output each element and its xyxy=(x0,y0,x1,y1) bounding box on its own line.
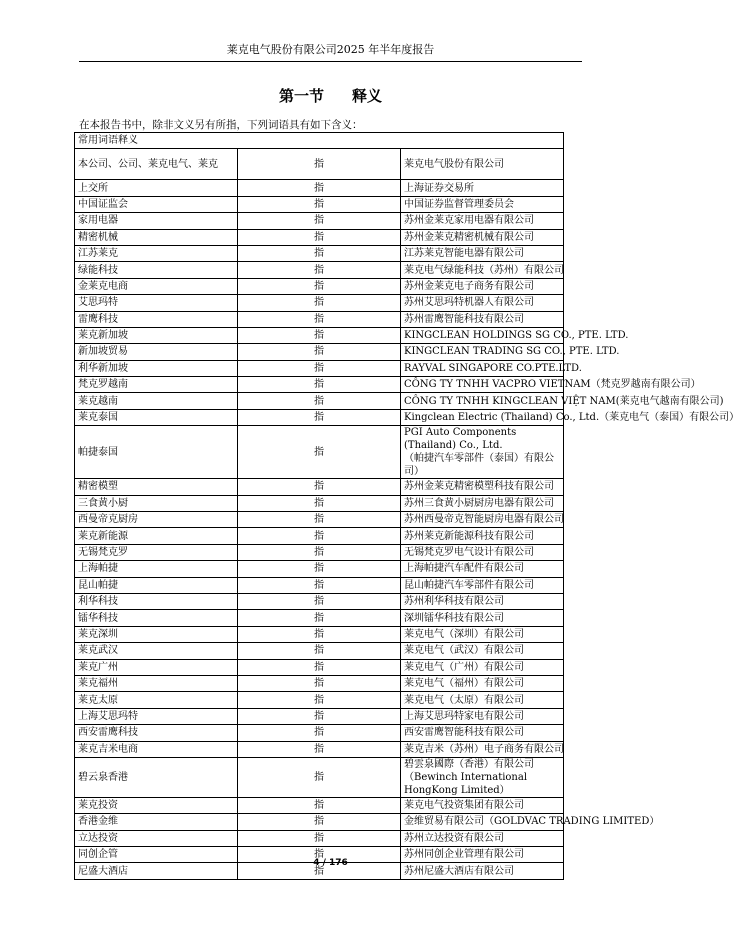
refers-to-cell: 指 xyxy=(238,725,401,741)
term-cell: 莱克越南 xyxy=(75,393,238,409)
refers-to-cell: 指 xyxy=(238,512,401,528)
definition-line: PGI Auto Components (Thailand) Co., Ltd. xyxy=(404,427,517,452)
term-cell: 江苏莱克 xyxy=(75,245,238,261)
term-cell: 三食黄小厨 xyxy=(75,495,238,511)
refers-to-cell: 指 xyxy=(238,262,401,278)
term-cell: 西曼帝克厨房 xyxy=(75,512,238,528)
table-row xyxy=(75,544,564,560)
term-cell: 上海艾思玛特 xyxy=(75,708,238,724)
table-row xyxy=(75,213,564,229)
definition-cell: 莱克电气绿能科技（苏州）有限公司 xyxy=(401,262,564,278)
definition-cell: 莱克电气（深圳）有限公司 xyxy=(401,626,564,642)
term-cell: 莱克武汉 xyxy=(75,643,238,659)
table-row xyxy=(75,278,564,294)
table-row xyxy=(75,495,564,511)
definition-cell: 苏州莱克新能源科技有限公司 xyxy=(401,528,564,544)
term-cell: 莱克新加坡 xyxy=(75,327,238,343)
table-row xyxy=(75,643,564,659)
definition-line: （帕捷汽车零部件（泰国）有限公司） xyxy=(404,453,554,478)
table-row xyxy=(75,196,564,212)
section-number: 第一节 xyxy=(278,87,324,105)
refers-to-cell: 指 xyxy=(238,577,401,593)
term-cell: 无锡梵克罗 xyxy=(75,544,238,560)
refers-to-cell: 指 xyxy=(238,426,401,479)
definition-cell: 上海帕捷汽车配件有限公司 xyxy=(401,561,564,577)
refers-to-cell: 指 xyxy=(238,311,401,327)
refers-to-cell: 指 xyxy=(238,847,401,863)
table-row xyxy=(75,741,564,757)
section-name: 释义 xyxy=(352,87,383,105)
refers-to-cell: 指 xyxy=(238,610,401,626)
page-number: 4 / 176 xyxy=(313,858,348,868)
definition-cell: KINGCLEAN HOLDINGS SG CO., PTE. LTD. xyxy=(401,327,564,343)
table-row xyxy=(75,295,564,311)
definitions-table xyxy=(74,132,739,880)
definition-cell: 上海证券交易所 xyxy=(401,180,564,196)
term-cell: 中国证监会 xyxy=(75,196,238,212)
refers-to-cell: 指 xyxy=(238,393,401,409)
term-cell: 莱克深圳 xyxy=(75,626,238,642)
refers-to-cell: 指 xyxy=(238,245,401,261)
definition-cell: 莱克电气投资集团有限公司 xyxy=(401,797,564,813)
term-cell: 利华科技 xyxy=(75,593,238,609)
refers-to-cell: 指 xyxy=(238,544,401,560)
term-cell: 镭华科技 xyxy=(75,610,238,626)
section-title xyxy=(79,86,582,106)
refers-to-cell: 指 xyxy=(238,863,401,879)
table-row xyxy=(75,360,564,376)
term-cell: 上海帕捷 xyxy=(75,561,238,577)
definition-cell: 昆山帕捷汽车零部件有限公司 xyxy=(401,577,564,593)
definition-line: （Bewinch International HongKong Limited） xyxy=(404,771,528,796)
refers-to-cell: 指 xyxy=(238,561,401,577)
definition-cell: 西安雷鹰智能科技有限公司 xyxy=(401,725,564,741)
table-row xyxy=(75,512,564,528)
refers-to-cell: 指 xyxy=(238,528,401,544)
refers-to-cell: 指 xyxy=(238,814,401,830)
refers-to-cell: 指 xyxy=(238,659,401,675)
refers-to-cell: 指 xyxy=(238,797,401,813)
table-row xyxy=(75,561,564,577)
term-cell: 上交所 xyxy=(75,180,238,196)
refers-to-cell: 指 xyxy=(238,741,401,757)
refers-to-cell: 指 xyxy=(238,295,401,311)
table-row xyxy=(75,245,564,261)
table-row xyxy=(75,327,564,343)
table-row xyxy=(75,479,564,495)
refers-to-cell: 指 xyxy=(238,708,401,724)
term-cell: 莱克投资 xyxy=(75,797,238,813)
refers-to-cell: 指 xyxy=(238,278,401,294)
term-cell: 利华新加坡 xyxy=(75,360,238,376)
term-cell: 帕捷泰国 xyxy=(75,426,238,479)
term-cell: 西安雷鹰科技 xyxy=(75,725,238,741)
definition-cell: 莱克电气（武汉）有限公司 xyxy=(401,643,564,659)
refers-to-cell: 指 xyxy=(238,377,401,393)
table-row xyxy=(75,626,564,642)
definition-cell: RAYVAL SINGAPORE CO.PTE.LTD. xyxy=(401,360,564,376)
term-cell: 莱克泰国 xyxy=(75,409,238,425)
table-row xyxy=(75,577,564,593)
term-cell: 碧云泉香港 xyxy=(75,757,238,797)
definition-cell: 江苏莱克智能电器有限公司 xyxy=(401,245,564,261)
definition-cell: 苏州艾思玛特机器人有限公司 xyxy=(401,295,564,311)
definition-line: 碧雲泉國際（香港）有限公司 xyxy=(404,758,534,770)
definition-cell: KINGCLEAN TRADING SG CO., PTE. LTD. xyxy=(401,344,564,360)
refers-to-cell: 指 xyxy=(238,757,401,797)
definition-cell: 苏州金莱克家用电器有限公司 xyxy=(401,213,564,229)
definition-cell: 深圳镭华科技有限公司 xyxy=(401,610,564,626)
term-cell: 同创企管 xyxy=(75,847,238,863)
term-cell: 香港金维 xyxy=(75,814,238,830)
term-cell: 莱克太原 xyxy=(75,692,238,708)
table-row xyxy=(75,610,564,626)
refers-to-cell: 指 xyxy=(238,344,401,360)
table-row xyxy=(75,344,564,360)
term-cell: 绿能科技 xyxy=(75,262,238,278)
refers-to-cell: 指 xyxy=(238,409,401,425)
term-cell: 立达投资 xyxy=(75,830,238,846)
table-row xyxy=(75,659,564,675)
table-row xyxy=(75,692,564,708)
table-row xyxy=(75,262,564,278)
definition-cell: 莱克吉米（苏州）电子商务有限公司 xyxy=(401,741,564,757)
definition-cell: CÔNG TY TNHH VACPRO VIETNAM（梵克罗越南有限公司） xyxy=(401,377,564,393)
definition-cell: 苏州雷鹰智能科技有限公司 xyxy=(401,311,564,327)
refers-to-cell: 指 xyxy=(238,643,401,659)
definition-cell: 苏州同创企业管理有限公司 xyxy=(401,847,564,863)
term-cell: 梵克罗越南 xyxy=(75,377,238,393)
term-cell: 本公司、公司、莱克电气、莱克 xyxy=(75,149,238,180)
table-row xyxy=(75,757,564,797)
refers-to-cell: 指 xyxy=(238,229,401,245)
table-row xyxy=(75,830,564,846)
refers-to-cell: 指 xyxy=(238,479,401,495)
definition-cell: 苏州金莱克精密机械有限公司 xyxy=(401,229,564,245)
definition-cell: 苏州金莱克精密模塑科技有限公司 xyxy=(401,479,564,495)
term-cell: 昆山帕捷 xyxy=(75,577,238,593)
table-row xyxy=(75,593,564,609)
refers-to-cell: 指 xyxy=(238,327,401,343)
refers-to-cell: 指 xyxy=(238,360,401,376)
table-row xyxy=(75,393,564,409)
term-cell: 新加坡贸易 xyxy=(75,344,238,360)
definition-cell: 苏州金莱克电子商务有限公司 xyxy=(401,278,564,294)
table-row xyxy=(75,311,564,327)
definition-cell: 苏州尼盛大酒店有限公司 xyxy=(401,863,564,879)
term-cell: 莱克新能源 xyxy=(75,528,238,544)
table-row xyxy=(75,797,564,813)
term-cell: 艾思玛特 xyxy=(75,295,238,311)
table-caption: 常用词语释义 xyxy=(75,133,564,149)
definition-cell: 金维贸易有限公司（GOLDVAC TRADING LIMITED） xyxy=(401,814,564,830)
definition-cell: 莱克电气股份有限公司 xyxy=(401,149,564,180)
definition-cell: 苏州利华科技有限公司 xyxy=(401,593,564,609)
definition-cell: Kingclean Electric (Thailand) Co., Ltd.（莱克电气（泰国）有限公司） xyxy=(401,409,564,425)
table-row xyxy=(75,180,564,196)
term-cell: 尼盛大酒店 xyxy=(75,863,238,879)
refers-to-cell: 指 xyxy=(238,593,401,609)
term-cell: 莱克吉米电商 xyxy=(75,741,238,757)
definition-cell: 上海艾思玛特家电有限公司 xyxy=(401,708,564,724)
definition-cell xyxy=(401,757,564,797)
table-row xyxy=(75,377,564,393)
definition-cell: 苏州立达投资有限公司 xyxy=(401,830,564,846)
refers-to-cell: 指 xyxy=(238,692,401,708)
definition-cell: 苏州三食黄小厨厨房电器有限公司 xyxy=(401,495,564,511)
table-row xyxy=(75,725,564,741)
table-row xyxy=(75,149,564,180)
table-row xyxy=(75,528,564,544)
table-row xyxy=(75,675,564,691)
table-caption-row xyxy=(75,133,564,149)
definition-cell: 莱克电气（福州）有限公司 xyxy=(401,675,564,691)
term-cell: 精密机械 xyxy=(75,229,238,245)
refers-to-cell: 指 xyxy=(238,626,401,642)
refers-to-cell: 指 xyxy=(238,180,401,196)
definition-cell: 无锡梵克罗电气设计有限公司 xyxy=(401,544,564,560)
table-row xyxy=(75,229,564,245)
refers-to-cell: 指 xyxy=(238,149,401,180)
refers-to-cell: 指 xyxy=(238,213,401,229)
definition-cell: CÔNG TY TNHH KINGCLEAN VIỆT NAM(莱克电气越南有限公司) xyxy=(401,393,564,409)
report-header: 莱克电气股份有限公司2025 年半年度报告 xyxy=(226,43,435,56)
term-cell: 雷鹰科技 xyxy=(75,311,238,327)
term-cell: 家用电器 xyxy=(75,213,238,229)
refers-to-cell: 指 xyxy=(238,675,401,691)
term-cell: 莱克福州 xyxy=(75,675,238,691)
definition-cell: 苏州西曼帝克智能厨房电器有限公司 xyxy=(401,512,564,528)
refers-to-cell: 指 xyxy=(238,495,401,511)
intro-text: 在本报告书中，除非文义另有所指，下列词语具有如下含义： xyxy=(79,119,363,131)
definition-cell: 中国证券监督管理委员会 xyxy=(401,196,564,212)
header-rule xyxy=(79,61,582,62)
table-row xyxy=(75,708,564,724)
table-row xyxy=(75,814,564,830)
definition-cell: 莱克电气（太原）有限公司 xyxy=(401,692,564,708)
table-row xyxy=(75,409,564,425)
definition-cell: 莱克电气（广州）有限公司 xyxy=(401,659,564,675)
term-cell: 莱克广州 xyxy=(75,659,238,675)
refers-to-cell: 指 xyxy=(238,196,401,212)
table-row xyxy=(75,426,564,479)
term-cell: 金莱克电商 xyxy=(75,278,238,294)
refers-to-cell: 指 xyxy=(238,830,401,846)
term-cell: 精密模塑 xyxy=(75,479,238,495)
definition-cell xyxy=(401,426,564,479)
